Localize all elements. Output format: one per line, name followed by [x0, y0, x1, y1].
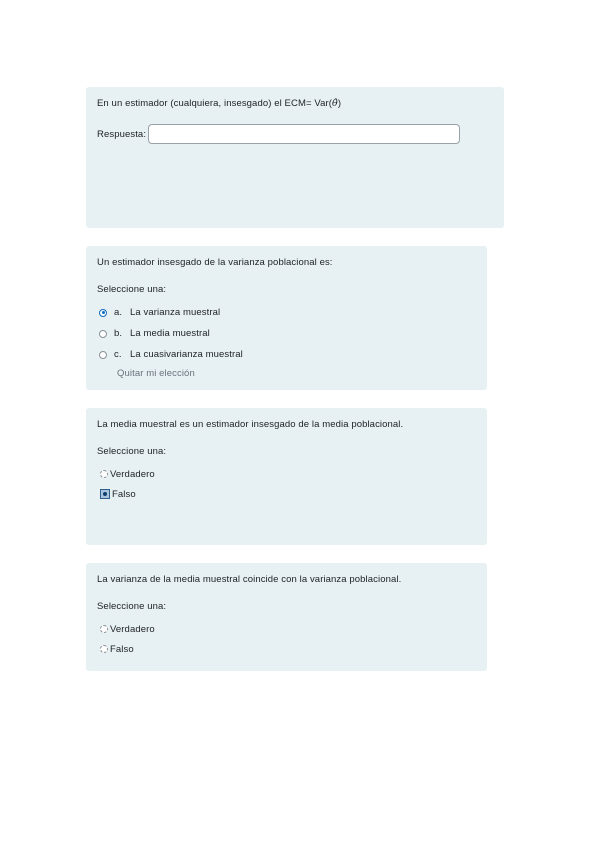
radio-icon[interactable]: [100, 470, 108, 478]
option-label: Verdadero: [110, 623, 155, 635]
select-prompt: Seleccione una:: [97, 601, 167, 612]
radio-icon[interactable]: [100, 645, 108, 653]
select-prompt: Seleccione una:: [97, 446, 167, 457]
question-card-4: [86, 563, 487, 671]
question-card-3: [86, 408, 487, 545]
option-false[interactable]: [100, 639, 476, 659]
options-list: [97, 302, 476, 365]
question-text-4: La varianza de la media muestral coincide con la varianza poblacional.: [97, 574, 402, 585]
answer-label: Respuesta:: [97, 128, 147, 140]
option-label: Falso: [112, 488, 136, 500]
option-label: Verdadero: [110, 468, 155, 480]
option-label: La cuasivarianza muestral: [130, 349, 243, 360]
option-letter: a.: [114, 307, 123, 318]
question-text-2: Un estimador insesgado de la varianza poblacional es:: [97, 257, 333, 268]
option-label: Falso: [110, 643, 134, 655]
theta-hat-symbol: θ̂: [331, 98, 338, 109]
option-a[interactable]: [99, 302, 476, 323]
options-list: [97, 619, 476, 659]
radio-selected-icon[interactable]: [99, 309, 107, 317]
question-text-1-end: ): [337, 98, 342, 109]
answer-input[interactable]: [148, 124, 460, 144]
question-card-1: [86, 87, 504, 228]
option-b[interactable]: [99, 323, 476, 344]
option-label: La media muestral: [130, 328, 210, 339]
option-c[interactable]: [99, 344, 476, 365]
answer-row: [97, 124, 493, 144]
select-prompt: Seleccione una:: [97, 284, 167, 295]
option-true[interactable]: [100, 619, 476, 639]
radio-icon[interactable]: [99, 351, 107, 359]
question-text-1-start: En un estimador (cualquiera, insesgado) el ECM= Var(: [97, 98, 332, 109]
radio-icon[interactable]: [99, 330, 107, 338]
option-letter: b.: [114, 328, 123, 339]
clear-choice-link[interactable]: Quitar mi elección: [117, 368, 195, 379]
option-false[interactable]: [100, 484, 476, 504]
option-letter: c.: [114, 349, 122, 360]
radio-focused-selected-icon[interactable]: [100, 489, 110, 499]
options-list: [97, 464, 476, 504]
question-text-3: La media muestral es un estimador insesgado de la media poblacional.: [97, 419, 404, 430]
radio-icon[interactable]: [100, 625, 108, 633]
question-card-2: [86, 246, 487, 390]
option-label: La varianza muestral: [130, 307, 221, 318]
option-true[interactable]: [100, 464, 476, 484]
question-text-1: [97, 97, 493, 111]
